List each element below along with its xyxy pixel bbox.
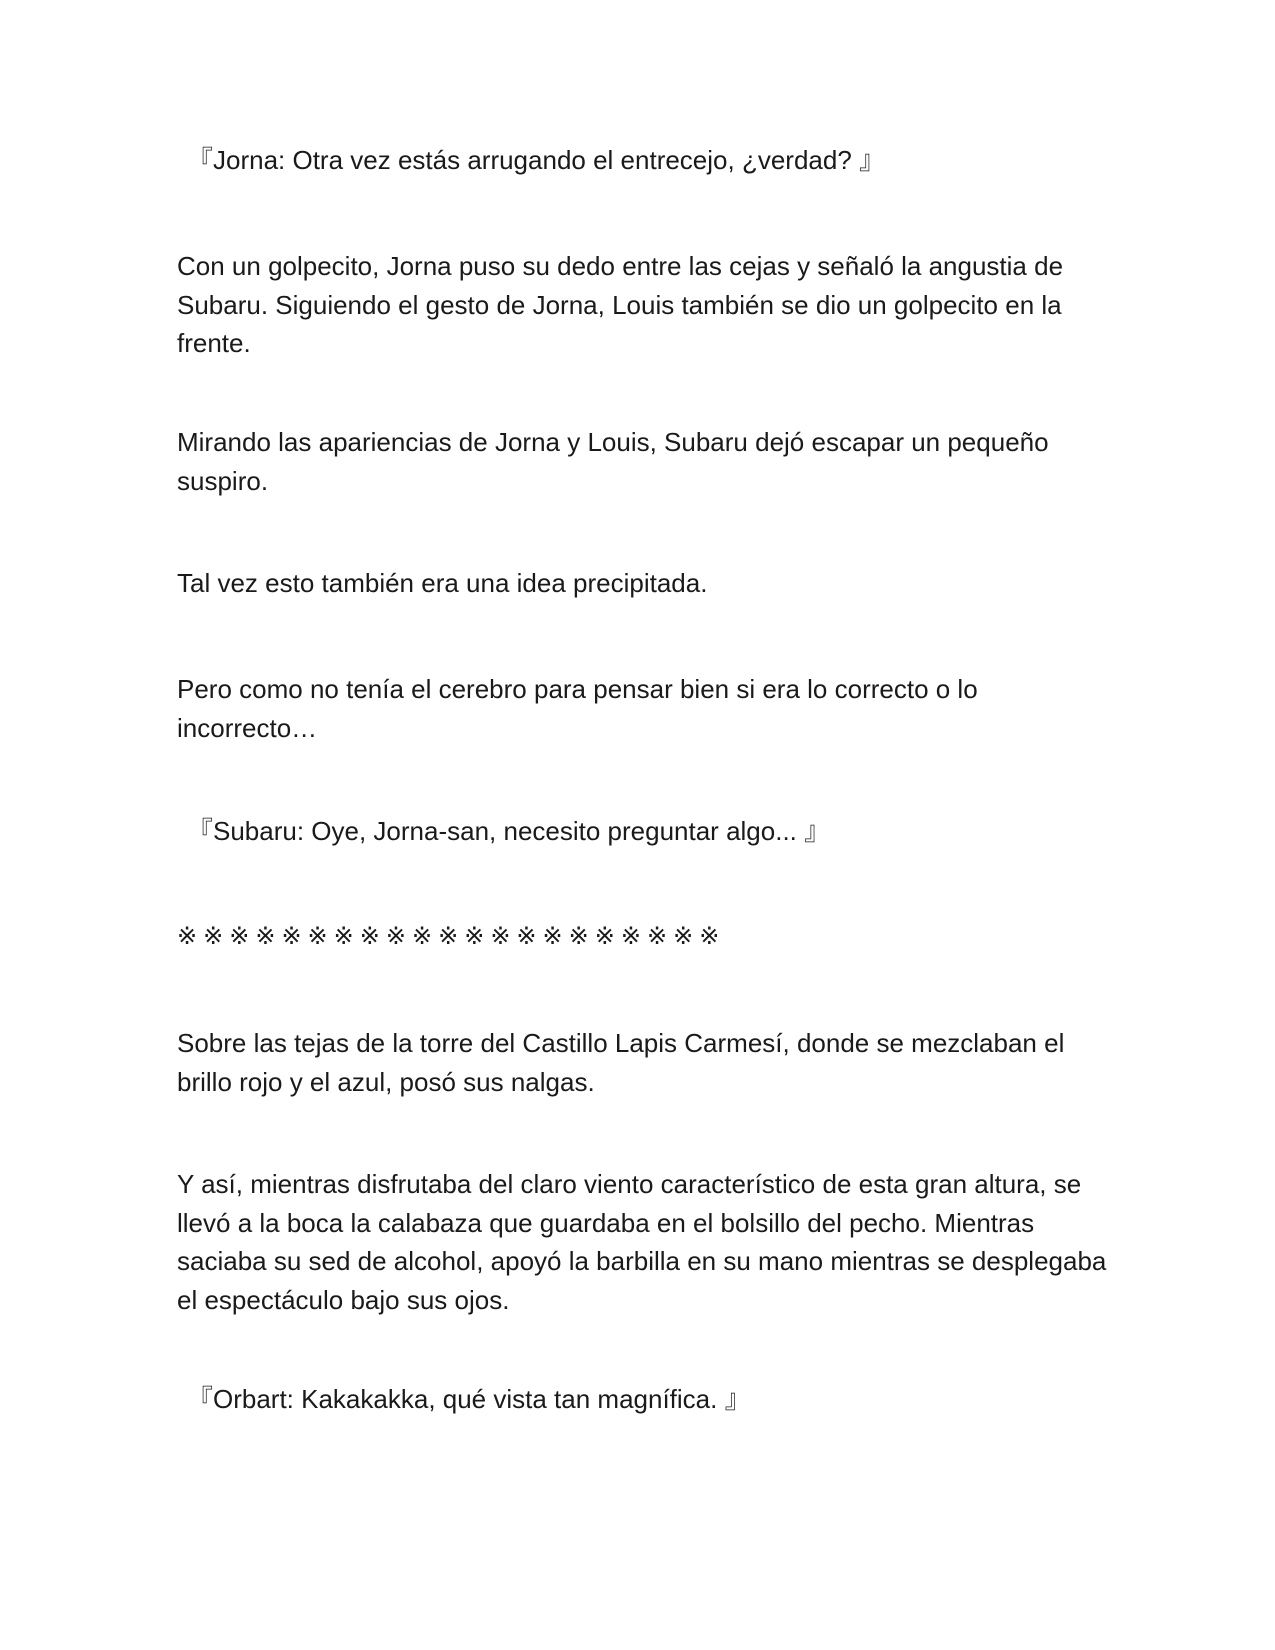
paragraph-idea-precipitada: Tal vez esto también era una idea precipitada. [177, 568, 708, 598]
dialog-line-jorna: 『Jorna: Otra vez estás arrugando el entrecejo, ¿verdad? 』 [187, 145, 886, 175]
paragraph-golpecito: Con un golpecito, Jorna puso su dedo entre las cejas y señaló la angustia de Subaru. Siguiendo el gesto de Jorna, Louis también se dio un golpecito en la frente. [177, 251, 1064, 358]
scene-separator: ※※※※※※※※※※※※※※※※※※※※※ [177, 922, 726, 950]
paragraph-tejas-torre: Sobre las tejas de la torre del Castillo Lapis Carmesí, donde se mezclaban el brillo rojo y el azul, posó sus nalgas. [177, 1028, 1065, 1097]
paragraph-cerebro: Pero como no tenía el cerebro para pensar bien si era lo correcto o lo incorrecto… [177, 674, 978, 743]
paragraph-suspiro: Mirando las apariencias de Jorna y Louis, Subaru dejó escapar un pequeño suspiro. [177, 427, 1049, 496]
dialog-line-orbart: 『Orbart: Kakakakka, qué vista tan magnífica. 』 [187, 1384, 751, 1414]
paragraph-viento-calabaza: Y así, mientras disfrutaba del claro viento característico de esta gran altura, se llevó a la boca la calabaza que guardaba en el bolsillo del pecho. Mientras saciaba su sed de alcohol, apoyó la barbilla en su mano mientras se desplegaba el espectáculo bajo sus ojos. [177, 1169, 1107, 1315]
dialog-line-subaru: 『Subaru: Oye, Jorna-san, necesito preguntar algo... 』 [187, 816, 831, 846]
